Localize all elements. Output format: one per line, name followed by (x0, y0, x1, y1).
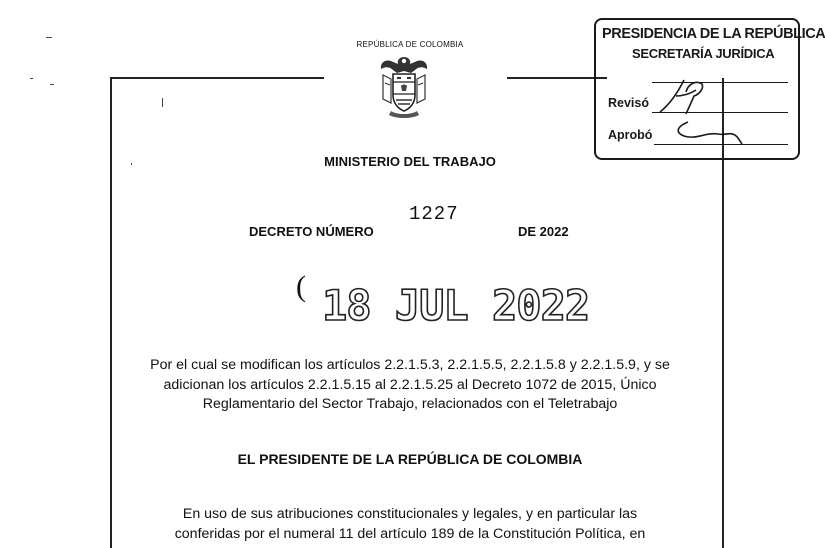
scan-speck (46, 37, 52, 38)
page-border-top-right (507, 77, 607, 79)
country-label: REPÚBLICA DE COLOMBIA (356, 40, 464, 49)
aprobo-signature-icon (666, 116, 756, 150)
preamble-line: conferidas por el numeral 11 del artículo 189 de la Constitución Política, en (174, 525, 646, 542)
reviso-signature-icon (656, 74, 726, 118)
president-heading: EL PRESIDENTE DE LA REPÚBLICA DE COLOMBIA (237, 451, 583, 467)
date-stamp-text: 18 JUL 2022 (322, 281, 590, 330)
stamp-subtitle: SECRETARÍA JURÍDICA (632, 46, 775, 61)
stamp-aprobo-label: Aprobó (608, 128, 653, 142)
date-stamp (318, 276, 590, 332)
page-border-top-left (110, 77, 324, 79)
stamp-title: PRESIDENCIA DE LA REPÚBLICA (602, 26, 825, 42)
decree-summary (120, 356, 700, 415)
summary-line: Por el cual se modifican los artículos 2.2.1.5.3, 2.2.1.5.5, 2.2.1.5.8 y 2.2.1.5.9, y se (150, 357, 670, 373)
ministry-title: MINISTERIO DEL TRABAJO (324, 154, 496, 169)
summary-line: Reglamentario del Sector Trabajo, relacionados con el Teletrabajo (202, 396, 618, 412)
approval-stamp (594, 18, 825, 160)
decree-number: 1227 (409, 203, 459, 225)
scan-speck (50, 84, 54, 85)
decree-number-label: DECRETO NÚMERO (249, 224, 374, 239)
preamble-text (120, 505, 700, 544)
stamp-reviso-label: Revisó (608, 96, 649, 110)
date-open-paren: ( (296, 270, 306, 303)
summary-line: adicionan los artículos 2.2.1.5.15 al 2.2.1.5.25 al Decreto 1072 de 2015, Único (163, 376, 657, 393)
preamble-line: En uso de sus atribuciones constitucionales y legales, y en particular las (182, 506, 638, 522)
coat-of-arms-icon (377, 53, 431, 119)
scan-speck (30, 78, 33, 79)
decree-year: DE 2022 (518, 224, 569, 239)
